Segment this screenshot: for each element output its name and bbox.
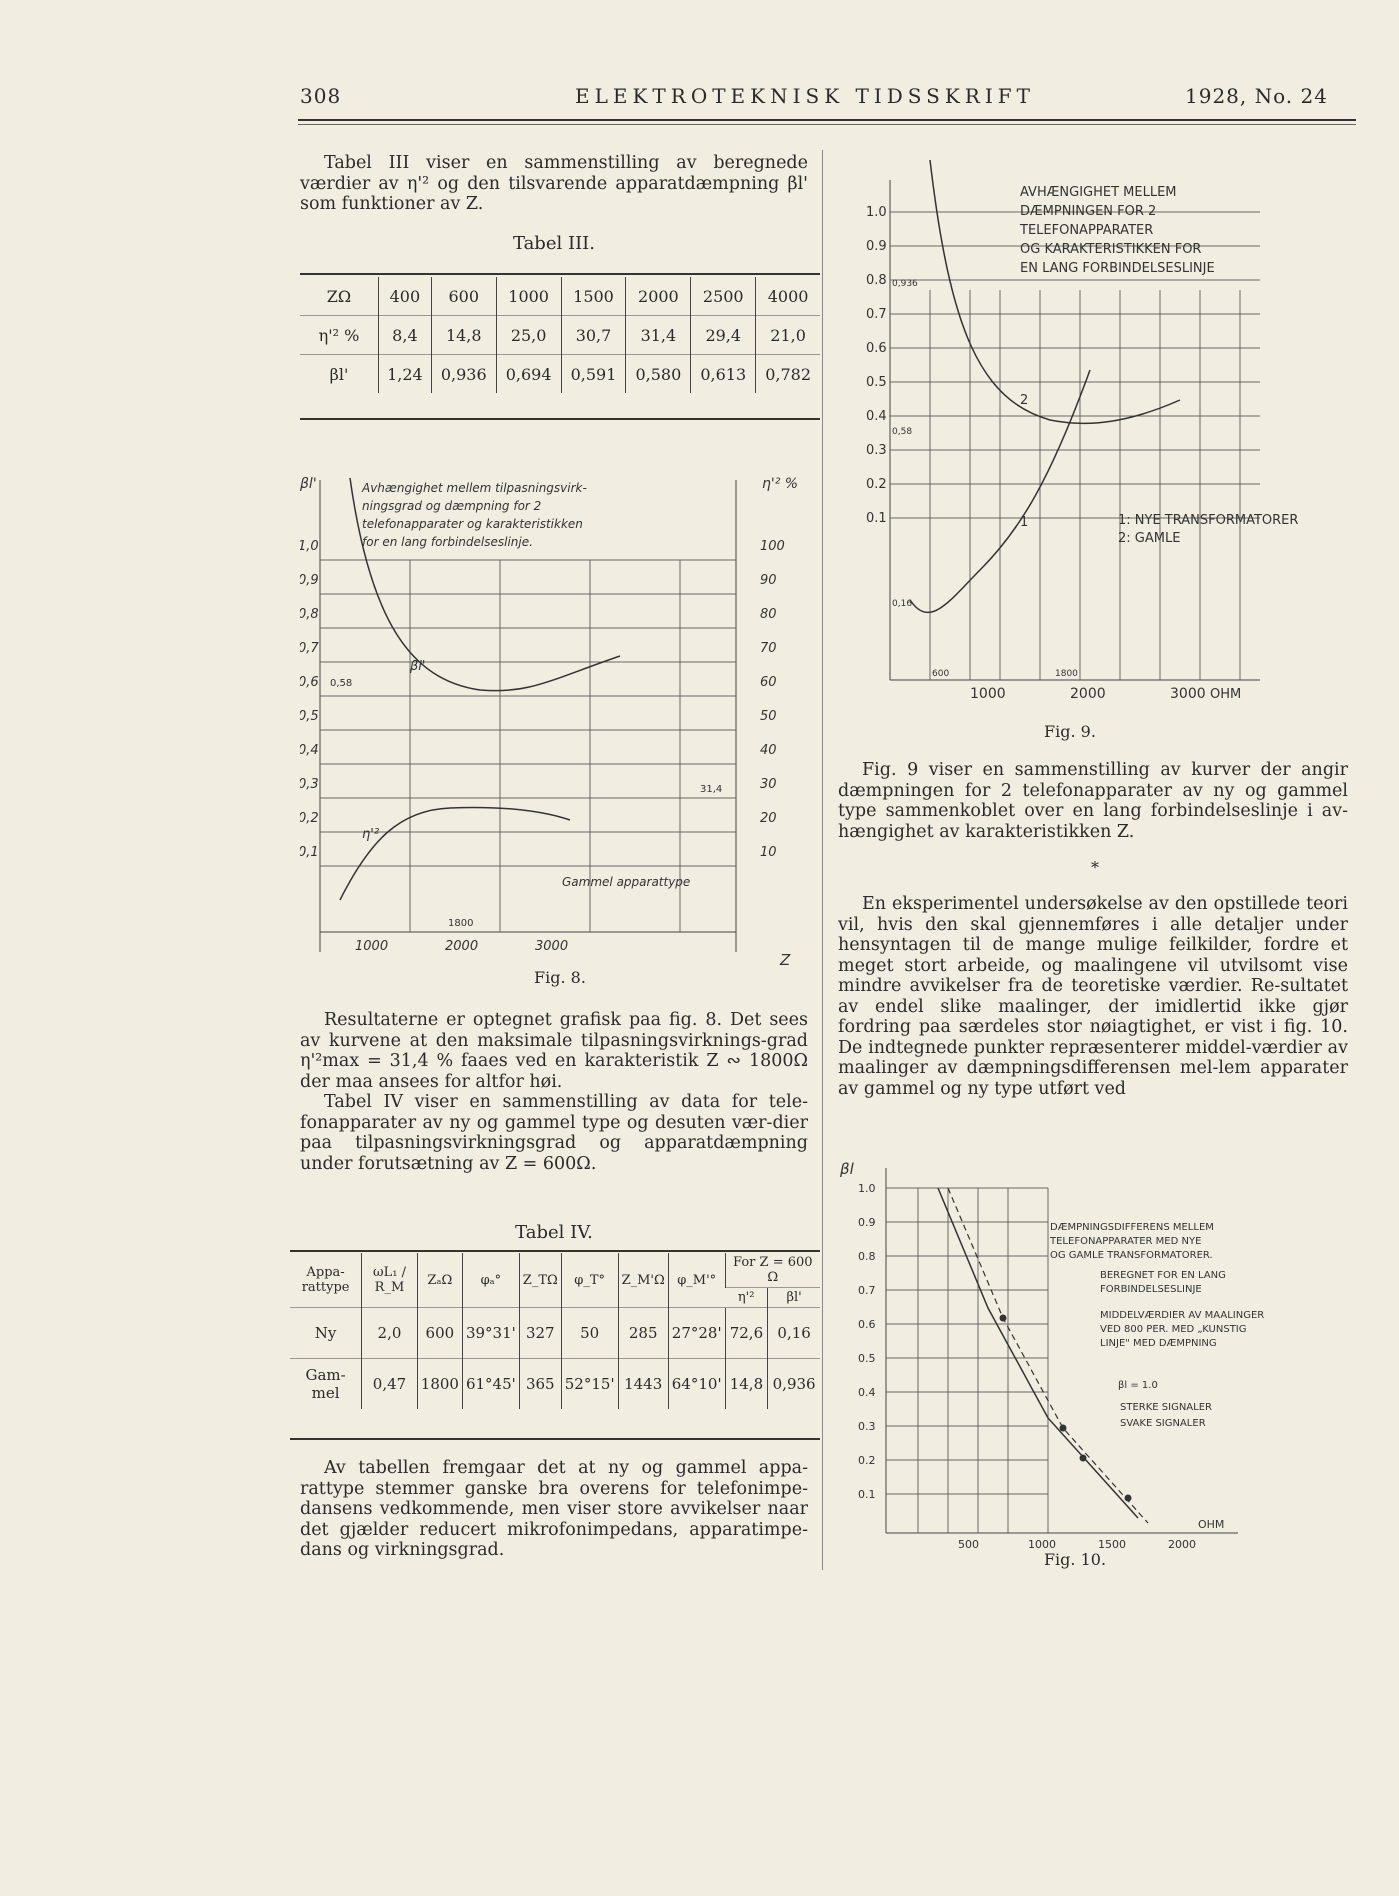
fig9-title-line: OG KARAKTERISTIKKEN FOR xyxy=(1020,242,1202,257)
table3-cell: 21,0 xyxy=(756,316,820,355)
fig10-x-tick: 1500 xyxy=(1098,1538,1126,1551)
table4-cell: 1800 xyxy=(417,1359,462,1410)
table3-top-rule xyxy=(300,273,820,275)
fig8-left-tick: 0,9 xyxy=(300,573,319,588)
table3-cell: 31,4 xyxy=(626,316,691,355)
fig9-y-tick: 0.2 xyxy=(866,477,887,492)
final-text: Av tabellen fremgaar det at ny og gammel appa-rattype stemmer ganske bra overens for telefonimpe-dansens vedkommende, men viser store avvikelser naar det gjælder reducert mikrofonimpedans, apparatimpe-dans og virkningsgrad. xyxy=(300,1458,808,1560)
fig10-data-point xyxy=(1080,1455,1087,1462)
fig8-ann-058: 0,58 xyxy=(330,678,353,689)
fig8-right-tick: 10 xyxy=(760,845,777,860)
table4-cell: 0,47 xyxy=(362,1359,418,1410)
fig9-y-tick: 0.8 xyxy=(866,273,887,288)
table4-row xyxy=(290,1359,820,1410)
fig8-eta-label: η'² xyxy=(362,827,380,842)
fig10-y-tick: 1.0 xyxy=(858,1182,876,1195)
fig10-y-tick: 0.6 xyxy=(858,1318,876,1331)
result-text-2: Tabel IV viser en sammenstilling av data for tele-fonapparater av ny og gammel type og desuten vær-dier paa tilpasningsvirkningsgrad og apparatdæmpning under forutsætning av Z = 600Ω. xyxy=(300,1092,808,1174)
fig10-x-unit: OHM xyxy=(1198,1518,1225,1531)
journal-title: ELEKTROTEKNISK TIDSSKRIFT xyxy=(575,84,1035,108)
fig8-legend-line: Avhængighet mellem tilpasningsvirk- xyxy=(362,481,587,495)
fig10-legend-text: MIDDELVÆRDIER AV MAALINGER xyxy=(1100,1310,1265,1321)
table4-row xyxy=(290,1308,820,1359)
fig9-y-tick: 0.5 xyxy=(866,375,887,390)
table4-header: For Z = 600 Ω xyxy=(725,1253,820,1288)
fig9-y-tick: 0.7 xyxy=(866,307,887,322)
table4 xyxy=(290,1253,820,1409)
fig10-y-tick: 0.8 xyxy=(858,1250,876,1263)
figure-9 xyxy=(850,150,1350,720)
table4-cell: 14,8 xyxy=(725,1359,768,1410)
table3-row-label: ZΩ xyxy=(326,286,352,306)
table4-subheader: βl' xyxy=(768,1288,820,1308)
table4-cell: 52°15' xyxy=(561,1359,618,1410)
fig10-y-tick: 0.9 xyxy=(858,1216,876,1229)
table3-cell: 0,782 xyxy=(756,355,820,394)
fig9-y-tick: 1.0 xyxy=(866,205,887,220)
fig8-left-tick: 0,5 xyxy=(300,709,319,724)
table3-cell: 4000 xyxy=(756,277,820,316)
fig10-legend-text: βl = 1.0 xyxy=(1118,1380,1158,1391)
fig10-y-tick: 0.1 xyxy=(858,1488,876,1501)
header-rule xyxy=(298,119,1356,121)
fig8-left-tick: 0,4 xyxy=(300,743,319,758)
table4-header: φₐ° xyxy=(462,1253,519,1308)
fig8-legend-line: ningsgrad og dæmpning for 2 xyxy=(362,499,542,513)
table3-row-label: βl' xyxy=(300,355,379,394)
table4-cell: 61°45' xyxy=(462,1359,519,1410)
table3-title: Tabel III. xyxy=(512,233,596,254)
experiment-text: En eksperimentel undersøkelse av den opstillede teori vil, hvis den skal gjennemføres i alle detaljer under hensyntagen til de mange mulige feilkilder, fordre et meget stort arbeide, og maalingene vil utvilsomt vise mindre avvikelser fra de teoretiske værdier. Re-sultatet av endel slike maalinger, der imidlertid ikke gjør fordring paa særdeles stor nøiagtighet, er vist i fig. 10. De indtegnede punkter repræsenterer middel-værdier av maalinger av dæmpningsdifferensen mel-lem apparater av gammel og ny type utført ved xyxy=(838,894,1348,1099)
fig10-data-point xyxy=(1000,1315,1007,1322)
fig8-left-tick: 0,3 xyxy=(300,777,319,792)
fig10-y-tick: 0.7 xyxy=(858,1284,876,1297)
fig9-y-tick: 0.4 xyxy=(866,409,887,424)
table3-cell: 0,694 xyxy=(496,355,561,394)
fig10-data-point xyxy=(1060,1425,1067,1432)
fig8-x-tick: 1000 xyxy=(355,939,389,954)
table3-cell: 29,4 xyxy=(691,316,756,355)
table4-cell: 0,16 xyxy=(768,1308,820,1359)
fig9-x-unit: OHM xyxy=(1210,687,1242,702)
fig8-left-tick: 1,0 xyxy=(300,539,319,554)
fig10-data-point xyxy=(1125,1495,1132,1502)
fig10-legend-text: FORBINDELSESLINJE xyxy=(1100,1284,1202,1295)
fig8-x-symbol: Z xyxy=(780,951,791,969)
fig9-y-tick: 0.1 xyxy=(866,511,887,526)
fig9-ann-600: 600 xyxy=(932,669,950,679)
fig8-right-tick: 80 xyxy=(760,607,777,622)
fig8-left-tick: 0,7 xyxy=(300,641,319,656)
fig10-legend-text: STERKE SIGNALER xyxy=(1120,1402,1212,1413)
table3-cell: 2000 xyxy=(626,277,691,316)
table3 xyxy=(300,277,820,393)
table3-cell: 30,7 xyxy=(561,316,626,355)
fig8-ann-old: Gammel apparattype xyxy=(562,875,691,889)
table4-cell: 1443 xyxy=(618,1359,668,1410)
table4-cell: 365 xyxy=(519,1359,561,1410)
column-divider xyxy=(822,150,823,1570)
fig8-x-tick: 2000 xyxy=(445,939,479,954)
fig9-title-line: DÆMPNINGEN FOR 2 xyxy=(1020,204,1157,219)
table3-cell: 1000 xyxy=(496,277,561,316)
table4-cell: 285 xyxy=(618,1308,668,1359)
issue-label: 1928, No. 24 xyxy=(1185,84,1328,108)
table3-cell: 0,591 xyxy=(561,355,626,394)
fig9-legend-2: 2: GAMLE xyxy=(1118,531,1181,546)
fig10-x-tick: 500 xyxy=(958,1538,979,1551)
intro-text: Tabel III viser en sammenstilling av beregnede værdier av η'² og den tilsvarende apparatdæmpning βl' som funktioner av Z. xyxy=(300,153,808,214)
fig9-x-tick: 1000 xyxy=(970,686,1006,702)
fig9-paragraph xyxy=(838,760,1348,842)
table3-cell: 400 xyxy=(379,277,432,316)
table4-type: Ny xyxy=(290,1308,362,1359)
table4-header: φ_T° xyxy=(561,1253,618,1308)
table4-cell: 2,0 xyxy=(362,1308,418,1359)
fig8-right-tick: 30 xyxy=(760,777,777,792)
table3-cell: 1,24 xyxy=(379,355,432,394)
fig10-legend-text: SVAKE SIGNALER xyxy=(1120,1418,1206,1429)
table3-cell: 0,613 xyxy=(691,355,756,394)
table4-cell: 72,6 xyxy=(725,1308,768,1359)
fig8-ann-314: 31,4 xyxy=(700,784,723,795)
fig8-right-tick: 40 xyxy=(760,743,777,758)
table4-header: ZₐΩ xyxy=(417,1253,462,1308)
fig10-y-title: βl xyxy=(840,1160,854,1178)
fig8-right-tick: 100 xyxy=(760,539,785,554)
table4-header: φ_M'° xyxy=(668,1253,725,1308)
header-rule-thin xyxy=(298,124,1356,125)
fig10-y-tick: 0.3 xyxy=(858,1420,876,1433)
fig10-legend-text: TELEFONAPPARATER MED NYE xyxy=(1050,1236,1202,1247)
fig8-left-title: βl' xyxy=(300,476,317,492)
table3-bottom-rule xyxy=(300,418,820,420)
table3-cell: 0,936 xyxy=(431,355,496,394)
fig8-left-tick: 0,2 xyxy=(300,811,319,826)
table3-cell: 600 xyxy=(431,277,496,316)
fig9-y-tick: 0.6 xyxy=(866,341,887,356)
table3-cell: 0,580 xyxy=(626,355,691,394)
fig10-legend-text: DÆMPNINGSDIFFERENS MELLEM xyxy=(1050,1222,1214,1233)
fig10-legend-text: BEREGNET FOR EN LANG xyxy=(1100,1270,1226,1281)
fig10-caption: Fig. 10. xyxy=(1043,1550,1107,1569)
table4-type: Gam-mel xyxy=(290,1359,362,1410)
table4-header: Z_M'Ω xyxy=(618,1253,668,1308)
table3-cell: 1500 xyxy=(561,277,626,316)
fig9-curve1-label: 1 xyxy=(1020,515,1029,530)
final-paragraph xyxy=(300,1458,808,1561)
table3-row xyxy=(300,277,820,316)
fig8-left-tick: 0,6 xyxy=(300,675,319,690)
result-text-1: Resultaterne er optegnet grafisk paa fig. 8. Det sees av kurvene at den maksimale tilpasningsvirknings-grad η'²max = 31,4 % faaes ved en karakteristik Z ∾ 1800Ω der maa ansees for altfor høi. xyxy=(300,1010,808,1092)
table4-header: Z_TΩ xyxy=(519,1253,561,1308)
fig8-right-tick: 20 xyxy=(760,811,777,826)
fig8-legend-line: for en lang forbindelseslinje. xyxy=(362,535,533,549)
fig9-x-tick: 3000 xyxy=(1170,686,1206,702)
table4-header-row xyxy=(290,1253,820,1288)
table3-row-label: η'² % xyxy=(300,316,379,355)
table3-cell: 8,4 xyxy=(379,316,432,355)
fig9-title-line: EN LANG FORBINDELSESLINJE xyxy=(1020,261,1215,276)
fig10-legend-text: LINJE" MED DÆMPNING xyxy=(1100,1338,1217,1349)
fig9-ann-058: 0,58 xyxy=(892,427,913,437)
table4-cell: 64°10' xyxy=(668,1359,725,1410)
figure-8 xyxy=(300,440,820,980)
table3-row xyxy=(300,355,820,394)
fig8-ann-1800: 1800 xyxy=(448,918,474,929)
table4-cell: 600 xyxy=(417,1308,462,1359)
fig8-x-tick: 3000 xyxy=(535,939,569,954)
table3-cell: 25,0 xyxy=(496,316,561,355)
fig8-right-tick: 70 xyxy=(760,641,777,656)
fig8-right-tick: 90 xyxy=(760,573,777,588)
fig9-ann-1800: 1800 xyxy=(1055,669,1078,679)
fig10-legend-text: VED 800 PER. MED „KUNSTIG xyxy=(1100,1324,1247,1335)
table4-cell: 50 xyxy=(561,1308,618,1359)
table4-subheader: η'² xyxy=(725,1288,768,1308)
table4-cell: 0,936 xyxy=(768,1359,820,1410)
table4-cell: 27°28' xyxy=(668,1308,725,1359)
fig10-legend-text: OG GAMLE TRANSFORMATORER. xyxy=(1050,1250,1213,1261)
fig9-title-line: TELEFONAPPARATER xyxy=(1020,223,1154,238)
table4-header: ωL₁ / R_M xyxy=(362,1253,418,1308)
fig8-right-tick: 60 xyxy=(760,675,777,690)
table4-bottom-rule xyxy=(290,1438,820,1440)
table4-top-rule xyxy=(290,1250,820,1252)
table4-cell: 327 xyxy=(519,1308,561,1359)
fig8-right-tick: 50 xyxy=(760,709,777,724)
table3-row xyxy=(300,316,820,355)
result-paragraphs xyxy=(300,1010,808,1174)
section-asterisk: * xyxy=(1091,858,1099,877)
fig8-caption: Fig. 8. xyxy=(534,968,586,987)
fig9-ann-0936: 0,936 xyxy=(892,279,918,289)
table4-cell: 39°31' xyxy=(462,1308,519,1359)
intro-paragraph xyxy=(300,153,808,215)
fig10-y-tick: 0.4 xyxy=(858,1386,876,1399)
fig10-y-tick: 0.2 xyxy=(858,1454,876,1467)
fig9-x-tick: 2000 xyxy=(1070,686,1106,702)
experiment-paragraph xyxy=(838,894,1348,1099)
fig10-y-tick: 0.5 xyxy=(858,1352,876,1365)
fig8-eta-curve xyxy=(340,808,570,901)
fig10-x-tick: 1000 xyxy=(1028,1538,1056,1551)
fig8-beta-label: βl' xyxy=(410,659,426,674)
fig9-y-tick: 0.9 xyxy=(866,239,887,254)
fig9-title-line: AVHÆNGIGHET MELLEM xyxy=(1020,185,1177,200)
fig9-caption: Fig. 9. xyxy=(1044,722,1096,741)
fig10-x-tick: 2000 xyxy=(1168,1538,1196,1551)
fig8-legend-line: telefonapparater og karakteristikken xyxy=(362,517,583,531)
table4-title: Tabel IV. xyxy=(515,1222,593,1243)
table4-header: Appa-rattype xyxy=(301,1265,350,1295)
table3-cell: 2500 xyxy=(691,277,756,316)
page-number: 308 xyxy=(300,84,342,108)
fig9-y-tick: 0.3 xyxy=(866,443,887,458)
fig8-right-title: η'² % xyxy=(762,476,799,492)
figure-10 xyxy=(838,1148,1348,1568)
table3-cell: 14,8 xyxy=(431,316,496,355)
fig8-left-tick: 0,1 xyxy=(300,845,319,860)
fig9-ann-016: 0,16 xyxy=(892,599,913,609)
fig9-curve2-label: 2 xyxy=(1020,393,1029,408)
fig9-text: Fig. 9 viser en sammenstilling av kurver der angir dæmpningen for 2 telefonapparater av ny og gammel type sammenkoblet over en lang forbindelseslinje i av-hængighet av karakteristikken Z. xyxy=(838,760,1348,842)
fig9-legend-1: 1: NYE TRANSFORMATORER xyxy=(1118,513,1299,528)
fig8-left-tick: 0,8 xyxy=(300,607,319,622)
